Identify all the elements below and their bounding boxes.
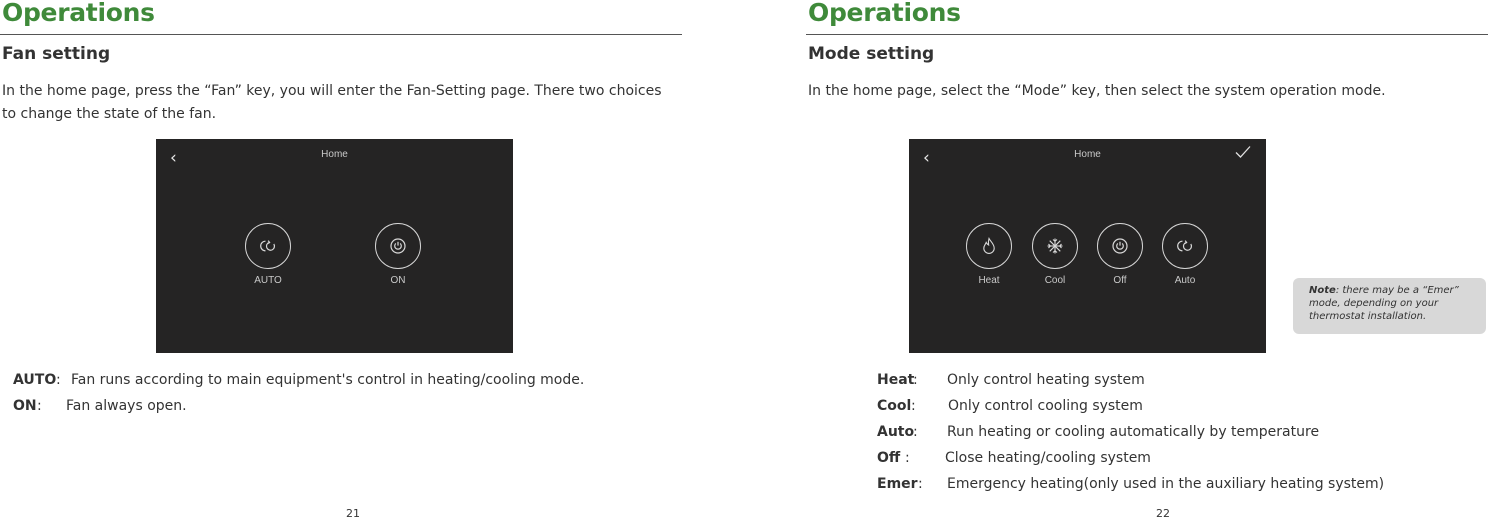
auto-cycle-icon <box>1176 239 1194 253</box>
description-term: Heat <box>877 372 915 388</box>
description-term: AUTO <box>13 372 57 388</box>
description-colon: : <box>913 424 918 440</box>
intro-text: In the home page, press the “Fan” key, you will enter the Fan-Setting page. There two choices to change the state of the fan. <box>2 83 662 122</box>
description-term: Off <box>877 450 901 466</box>
description-colon: : <box>37 398 42 414</box>
flame-icon <box>982 237 996 255</box>
back-icon[interactable]: ‹ <box>170 148 177 168</box>
title-divider <box>806 34 1488 35</box>
description-term: Auto <box>877 424 915 440</box>
mode-cool-label: Cool <box>1044 275 1066 286</box>
mode-heat-button[interactable] <box>966 223 1012 269</box>
fan-auto-label: AUTO <box>254 275 282 286</box>
auto-cycle-icon <box>259 239 277 253</box>
description-text: Fan always open. <box>66 398 187 414</box>
mode-cool-button[interactable] <box>1032 223 1078 269</box>
fan-auto-button[interactable] <box>245 223 291 269</box>
note-label: Note <box>1309 285 1336 296</box>
mode-auto-label: Auto <box>1174 275 1196 286</box>
note-box <box>1293 278 1486 334</box>
description-colon: : <box>905 450 910 466</box>
snowflake-icon <box>1046 237 1064 255</box>
power-icon <box>390 238 406 254</box>
page-number: 21 <box>346 507 360 519</box>
section-title: Operations <box>2 0 155 27</box>
intro-text: In the home page, select the “Mode” key, then select the system operation mode. <box>808 83 1386 99</box>
fan-on-label: ON <box>390 275 406 286</box>
description-colon: : <box>913 372 918 388</box>
mode-off-button[interactable] <box>1097 223 1143 269</box>
description-text: Run heating or cooling automatically by temperature <box>947 424 1320 440</box>
mode-heat-label: Heat <box>978 275 1000 286</box>
description-text: Fan runs according to main equipment's control in heating/cooling mode. <box>71 372 585 388</box>
fan-on-button[interactable] <box>375 223 421 269</box>
power-icon <box>1112 238 1128 254</box>
description-colon: : <box>911 398 916 414</box>
subsection-title: Mode setting <box>808 44 935 64</box>
back-icon[interactable]: ‹ <box>923 148 930 168</box>
section-title: Operations <box>808 0 961 27</box>
page-left <box>0 0 690 519</box>
description-text: Emergency heating(only used in the auxiliary heating system) <box>947 476 1385 492</box>
description-colon: : <box>56 372 61 388</box>
description-text: Close heating/cooling system <box>945 450 1151 466</box>
page-number: 22 <box>1156 507 1170 519</box>
description-text: Only control cooling system <box>948 398 1143 414</box>
confirm-check-icon[interactable] <box>1234 144 1252 160</box>
description-term: ON <box>13 398 37 414</box>
device-screen-title: Home <box>321 149 348 160</box>
device-screen-title: Home <box>1074 149 1101 160</box>
description-term: Emer <box>877 476 918 492</box>
mode-auto-button[interactable] <box>1162 223 1208 269</box>
description-term: Cool <box>877 398 912 414</box>
subsection-title: Fan setting <box>2 44 111 64</box>
title-divider <box>0 34 682 35</box>
mode-off-label: Off <box>1113 275 1127 286</box>
description-text: Only control heating system <box>947 372 1145 388</box>
page-right <box>806 0 1488 519</box>
description-colon: : <box>918 476 923 492</box>
device-screen-mode <box>909 139 1266 353</box>
note-text: : there may be a “Emer” mode, depending on your thermostat installation. <box>1309 285 1459 322</box>
device-screen-fan <box>156 139 513 353</box>
